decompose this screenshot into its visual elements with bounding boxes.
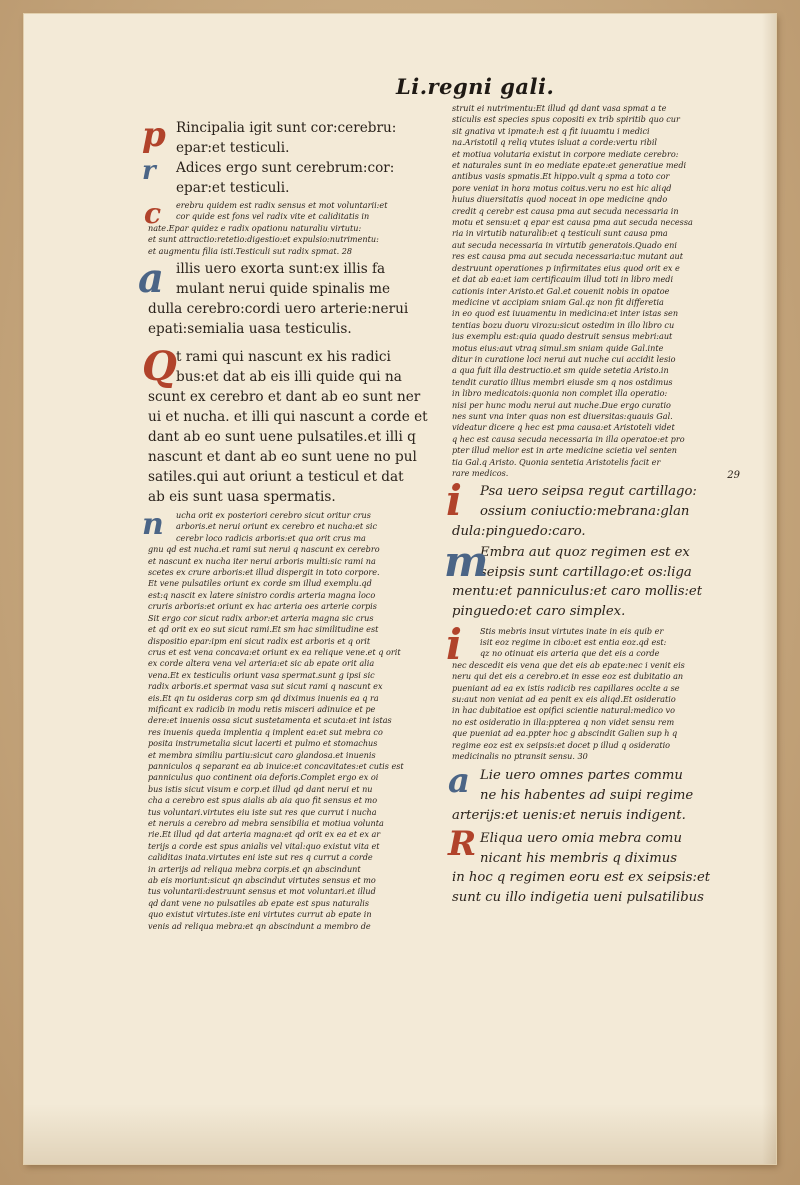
text-line: mificant ex radicib in modu retis misceri adinuice et pe bbox=[148, 703, 376, 714]
text-line: vena.Et ex testiculis oriunt vasa spermat.sunt g ipsi sic bbox=[148, 669, 375, 680]
text-line: nes sunt vna inter quas non est diuersitas:quauis Gal. bbox=[452, 410, 673, 421]
text-line: qd dant vene no pulsatiles ab epate est spus naturalis bbox=[148, 897, 370, 908]
text-line: et naturales sunt in eo mediate epate:et generatiue medi bbox=[452, 160, 687, 171]
text-line: bus istis sicut visum e corp.et illud qd dant nerui et nu bbox=[148, 783, 373, 794]
text-line: destruunt operationes p infirmitates eius quod orit ex e bbox=[452, 262, 680, 273]
text-line: ossium coniuctio:mebrana:glan bbox=[480, 504, 690, 519]
text-line: rare medicos. bbox=[452, 468, 509, 478]
text-line: isit eoz regime in cibo:et est entia eoz.qd est: bbox=[480, 636, 667, 647]
left-column bbox=[138, 115, 430, 932]
text-line: ria in virtutib naturalib:et q testiculi sunt causa pma bbox=[452, 228, 668, 239]
text-line: huius diuersitatis quod noceat in ope medicine qndo bbox=[452, 194, 668, 205]
text-line: epar:et testiculi. bbox=[176, 180, 290, 196]
text-line: arterijs:et uenis:et neruis indigent. bbox=[452, 807, 686, 823]
right-column bbox=[444, 103, 752, 908]
text-line: seipsis sunt cartillago:et os:liga bbox=[480, 564, 692, 580]
text-line: Embra aut quoz regimen est ex bbox=[480, 545, 690, 561]
text-line: medicinalis no ptransit sensu. 30 bbox=[452, 751, 588, 762]
right-paragraph-4 bbox=[446, 619, 752, 763]
text-line: Sit ergo cor sicut radix arbor:et arteria magna sic crus bbox=[148, 612, 374, 623]
text-line: ab eis sunt uasa spermatis. bbox=[148, 489, 336, 506]
text-line: bus:et dat ab eis illi quide qui na bbox=[176, 369, 402, 386]
folio-number: 29 bbox=[727, 470, 740, 481]
text-line: posita instrumetalia sicut lacerti et pulmo et stomachus bbox=[148, 738, 378, 749]
initial-n: n bbox=[142, 507, 164, 543]
text-line: Lie uero omnes partes commu bbox=[480, 768, 683, 784]
text-line: satiles.qui aut oriunt a testicul et dat bbox=[148, 469, 404, 486]
initial-q: Q bbox=[142, 343, 177, 391]
text-line: pore veniat in hora motus coitus.veru no est hic aliqd bbox=[452, 182, 672, 193]
right-paragraph-3 bbox=[444, 537, 752, 621]
text-line: et membra similiu partiu:sicut caro glandosa.et inuenis bbox=[148, 749, 376, 760]
text-line: gnu qd est nucha.et rami sut nerui q nascunt ex cerebro bbox=[148, 544, 380, 555]
text-line: antibus vasis spmatis.Et hippo.vult q spma a toto cor bbox=[452, 171, 670, 182]
text-line: cruris arboris:et oriunt ex hac arteria oes arterie corpis bbox=[148, 601, 377, 612]
text-line: dulla cerebro:cordi uero arterie:nerui bbox=[148, 301, 409, 318]
text-line: nicant his membris q diximus bbox=[480, 850, 678, 866]
text-line: et neruis a cerebro ad mebra sensibilia et motiua volunta bbox=[148, 818, 384, 828]
text-line: sunt cu illo indigetia ueni pulsatilibus bbox=[452, 890, 704, 905]
text-line: qz no otinuat eis arteria que det eis a corde bbox=[480, 648, 660, 659]
text-line: cationis inter Aristo.et Gal.et couenit nobis in opatoe bbox=[452, 285, 670, 296]
text-line: a qua fuit illa destructio.et sm quide setetia Aristo.in bbox=[452, 365, 669, 376]
text-line: tentias bozu duoru virozu:sicut ostedim in illo libro cu bbox=[452, 319, 675, 330]
text-line: mentu:et panniculus:et caro mollis:et bbox=[452, 584, 703, 600]
text-line: medicine vt accipiam sniam Gal.qz non fit differetia bbox=[452, 296, 664, 307]
text-line: Stis mebris insut virtutes inate in eis quib er bbox=[480, 625, 664, 636]
text-line: erebru quidem est radix sensus et mot voluntarii:et bbox=[176, 200, 388, 210]
text-line: ius exemplu est:quia quado destruit sensus mebri:aut bbox=[452, 331, 673, 342]
text-line: neru qui det eis a cerebro.et in esse eoz est dubitatio an bbox=[452, 671, 684, 682]
text-line: illis uero exorta sunt:ex illis fa bbox=[176, 261, 386, 278]
text-line: regime eoz est ex seipsis:et docet p illud q osideratio bbox=[452, 739, 671, 750]
text-line: tendit curatio illius membri eiusde sm q nos ostdimus bbox=[452, 376, 673, 387]
text-line: ab eis moriunt:sicut qn abscindut virtutes sensus et mo bbox=[148, 875, 376, 886]
text-line: dant ab eo sunt uene pulsatiles.et illi q bbox=[148, 429, 416, 446]
text-line: cor quide est fons vel radix vite et caliditatis in bbox=[176, 211, 370, 222]
text-line: aut secuda necessaria in virtutib generatois.Quado eni bbox=[452, 239, 677, 250]
initial-r-right: R bbox=[448, 824, 477, 865]
text-line: scetes ex crure arboris:et illud dispergit in toto corpore. bbox=[148, 567, 380, 578]
running-head: Li.regni gali. bbox=[396, 74, 555, 99]
text-line: struit ei nutrimentu:Et illud qd dant vasa spmat a te bbox=[452, 103, 667, 113]
left-paragraph-4 bbox=[138, 255, 430, 339]
text-line: et dat ab ea:et iam certificauim illud toti in libro medi bbox=[452, 274, 674, 285]
text-line: rie.Et illud qd dat arteria magna:et qd orit ex ea et ex ar bbox=[148, 829, 381, 840]
text-line: in libro medicatois:quonia non complet illa operatio: bbox=[452, 388, 668, 399]
initial-i-2: i bbox=[446, 619, 462, 669]
right-paragraph-2 bbox=[446, 476, 752, 541]
text-line: tus voluntari.virtutes eiu iste sut res que currut i nucha bbox=[148, 806, 377, 817]
text-line: res est causa pma aut secuda necessaria:tuc mutant aut bbox=[452, 251, 683, 262]
text-line: nisi per hunc modu nerui aut nuche.Due ergo curatio bbox=[452, 399, 671, 410]
text-line: tia Gal.q Aristo. Quonia sentetia Aristotelis facit er bbox=[452, 456, 661, 467]
text-line: et nascunt ex nucha iter nerui arboris multi:sic rami na bbox=[148, 555, 376, 566]
text-line: in hoc q regimen eoru est ex seipsis:et bbox=[452, 870, 711, 886]
left-paragraph-5 bbox=[142, 343, 430, 507]
text-line: radix arboris.et spermat vasa sut sicut rami q nascunt ex bbox=[148, 681, 383, 692]
text-line: et qd orit ex eo sut sicut rami.Et sm hac similitudine est bbox=[148, 624, 379, 635]
text-line: et motiua volutaria existut in corpore mediate cerebro: bbox=[452, 148, 679, 159]
text-line: tus voluntarii:destruunt sensus et mot voluntari.et illud bbox=[148, 886, 376, 897]
text-line: ditur in curatione loci nerui aut nuche cui accidit lesio bbox=[452, 353, 676, 364]
text-line: cerebr loco radicis arboris:et qua orit crus ma bbox=[176, 532, 366, 543]
text-line: no est osideratio in illa:ppterea q non videt sensu rem bbox=[452, 716, 675, 727]
text-line: scunt ex cerebro et dant ab eo sunt ner bbox=[148, 389, 421, 406]
left-paragraph-1 bbox=[142, 115, 430, 158]
text-line: Adices ergo sunt cerebrum:cor: bbox=[176, 160, 395, 176]
text-line: Et vene pulsatiles oriunt ex corde sm illud exemplu.qd bbox=[148, 578, 372, 589]
initial-r: r bbox=[142, 156, 156, 186]
text-line: pinguedo:et caro simplex. bbox=[452, 603, 626, 619]
text-line: Psa uero seipsa regut cartillago: bbox=[480, 484, 697, 500]
text-line: in hac dubitatioe est opifici scientie natural:medico vo bbox=[452, 705, 675, 716]
text-line: eis.Et qn tu osideras corp sm qd diximus inuenis ea q ra bbox=[148, 692, 379, 703]
text-line: Eliqua uero omia mebra comu bbox=[480, 831, 682, 847]
text-line: est:q nascit ex latere sinistro cordis arteria magna loco bbox=[148, 589, 376, 600]
text-line: t rami qui nascunt ex his radici bbox=[176, 349, 391, 366]
text-line: dispositio epar:ipm eni sicut radix est arboris et q orit bbox=[148, 635, 371, 646]
text-line: quo existut virtutes.iste eni virtutes currut ab epate in bbox=[148, 909, 372, 920]
text-line: que pueniat ad ea.ppter hoc g abscindit Galien sup h q bbox=[452, 728, 678, 739]
text-line: et sunt attractio:retetio:digestio:et expulsio:nutrimentu: bbox=[148, 234, 379, 245]
text-line: crus et est vena concava:et oriunt ex ea relique vene.et q orit bbox=[148, 646, 401, 657]
left-paragraph-3 bbox=[144, 197, 430, 257]
text-line: in eo quod est iuuamentu in medicina:et inter istas sen bbox=[452, 308, 679, 319]
text-line: nascunt et dant ab eo sunt uene no pul bbox=[148, 449, 417, 466]
text-line: dula:pinguedo:caro. bbox=[452, 523, 586, 539]
text-line: epati:semialia uasa testiculis. bbox=[148, 321, 352, 338]
text-line: venis ad reliqua mebra:et qn abscindunt a membro de bbox=[148, 920, 371, 931]
text-line: arboris.et nerui oriunt ex cerebro et nucha:et sic bbox=[176, 521, 378, 532]
text-line: nec descedit eis vena que det eis ab epate:nec i venit eis bbox=[452, 659, 685, 670]
text-line: mulant nerui quide spinalis me bbox=[176, 281, 391, 298]
initial-i: i bbox=[446, 476, 462, 526]
text-line: su:aut non veniat ad ea penit ex eis aliqd.Et osideratio bbox=[452, 694, 676, 704]
right-paragraph-1 bbox=[452, 103, 752, 479]
text-line: panniculus quo continent oia deforis.Complet ergo ex oi bbox=[148, 772, 379, 783]
text-line: motus eius:aut vtraq simul.sm sniam quide Gal.inte bbox=[452, 342, 664, 353]
text-line: epar:et testiculi. bbox=[176, 140, 290, 156]
text-line: nate.Epar quidez e radix opationu naturaliu virtutu: bbox=[148, 222, 362, 233]
text-line: pueniant ad ea ex istis radicib res capillares occlte a se bbox=[452, 682, 680, 693]
text-line: motu et sensu:et q epar est causa pma aut secuda necessa bbox=[452, 217, 693, 228]
text-line: videatur dicere q hec est pma causa:et Aristoteli videt bbox=[452, 422, 675, 433]
text-line: credit q cerebr est causa pma aut secuda necessaria in bbox=[452, 205, 679, 216]
text-line: ex corde altera vena vel arteria:et sic ab epate orit alia bbox=[148, 658, 375, 669]
text-line: res inuenis queda implentia q implent ea:et sut mebra co bbox=[148, 726, 383, 737]
initial-a-right: a bbox=[448, 761, 471, 802]
right-paragraph-5 bbox=[448, 761, 752, 825]
initial-m: m bbox=[444, 537, 489, 587]
text-line: na.Aristotil q reliq vtutes isluat a corde:vertu ribil bbox=[452, 137, 657, 148]
text-line: in arterijs ad reliqua mebra corpis.et qn abscindunt bbox=[148, 863, 361, 874]
text-line: ne his habentes ad suipi regime bbox=[480, 788, 694, 804]
text-line: ui et nucha. et illi qui nascunt a corde et bbox=[148, 409, 428, 426]
text-line: Rincipalia igit sunt cor:cerebru: bbox=[176, 120, 397, 136]
text-line: terijs a corde est spus anialis vel vital:quo existut vita et bbox=[148, 840, 380, 851]
text-line: q hec est causa secuda necessaria in illa operatoe:et pro bbox=[452, 433, 685, 444]
text-line: pter illud melior est in arte medicine scietia vel senten bbox=[452, 445, 677, 456]
initial-c: c bbox=[144, 197, 162, 230]
left-paragraph-2 bbox=[142, 156, 430, 198]
text-line: dere:et inuenis ossa sicut sustetamenta et scuta:et int istas bbox=[148, 715, 392, 726]
text-line: ucha orit ex posteriori cerebro sicut oritur crus bbox=[176, 510, 371, 521]
text-line: panniculos q separant ea ab inuice:et concavitates:et cutis est bbox=[148, 760, 404, 771]
text-line: caliditas inata.virtutes eni iste sut res q currut a corde bbox=[148, 852, 373, 863]
left-paragraph-6 bbox=[142, 507, 430, 932]
text-line: cha a cerebro est spus aialis ab aia quo fit sensus et mo bbox=[148, 795, 378, 806]
text-line: et augmentu filia isti.Testiculi sut radix spmat. 28 bbox=[148, 245, 353, 256]
text-line: sticulis est species spus copositi ex trib spiritib quo cur bbox=[452, 114, 680, 125]
initial-a: a bbox=[138, 255, 164, 303]
text-line: sit gnativa vt ipmate:h est q fit iuuamtu i medici bbox=[452, 125, 650, 136]
initial-p: p bbox=[142, 115, 166, 155]
right-paragraph-6 bbox=[448, 824, 752, 907]
